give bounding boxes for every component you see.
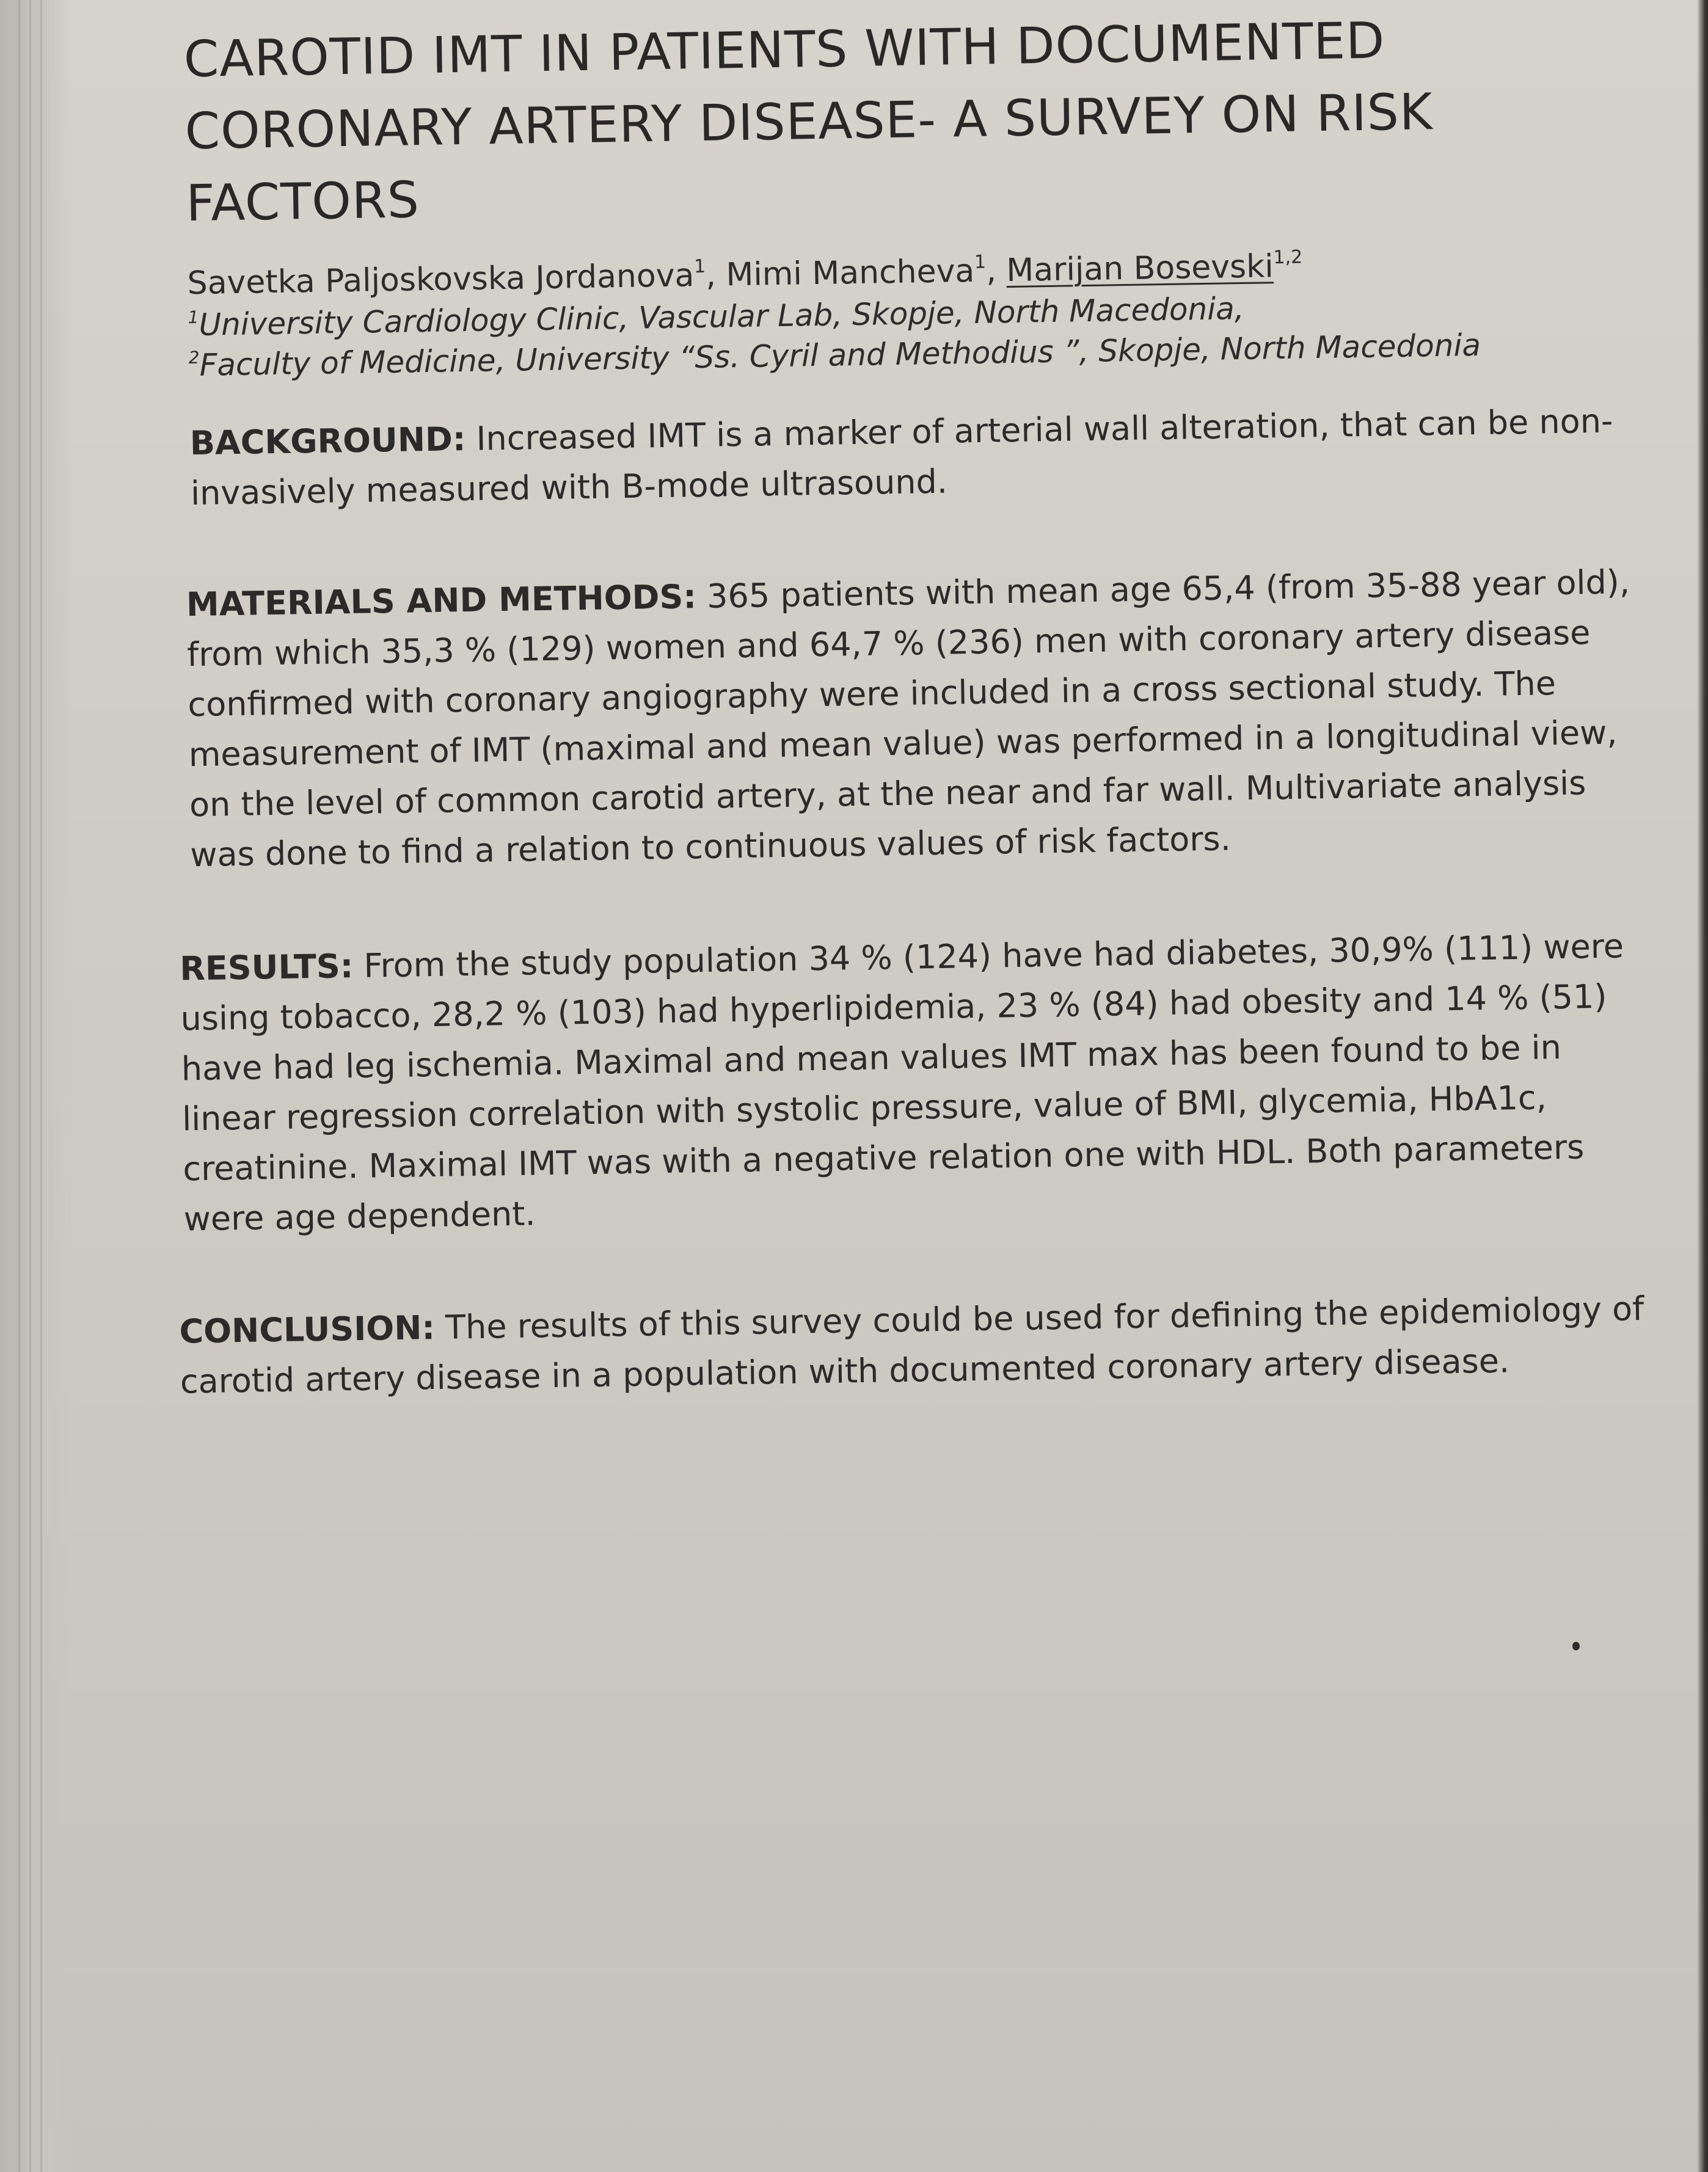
abstract-title: CAROTID IMT IN PATIENTS WITH DOCUMENTED CORONARY ARTERY DISEASE- A SURVEY ON RISK FACTORS xyxy=(183,12,1434,233)
section-label: BACKGROUND: xyxy=(189,420,466,463)
affiliation-text: Faculty of Medicine, University “Ss. Cyril and Methodius ”, Skopje, North Macedonia xyxy=(199,327,1481,383)
section-text: The results of this survey could be used for defining the epidemiology of carotid artery disease in a population with documented coronary artery disease. xyxy=(180,1289,1644,1401)
binding-line xyxy=(18,0,20,2172)
conclusion-section xyxy=(179,1284,1646,1407)
section-text: From the study population 34 % (124) have had diabetes, 30,9% (111) were using tobacco, 28,2 % (103) had hyperlipidemia, 23 % (84) had obesity and 14 % (51) have had leg ischemia. Maximal and mean values IMT max has been found to be in linear regression correlation with systolic pressure, value of BMI, glycemia, HbA1c, creatinine. Maximal IMT was with a negative relation one with HDL. Both parameters were age dependent. xyxy=(180,927,1624,1239)
binding-line xyxy=(40,0,42,2172)
page-right-edge xyxy=(1697,0,1708,2172)
section-text: Increased IMT is a marker of arterial wall alteration, that can be non-invasively measured with B-mode ultrasound. xyxy=(190,401,1613,513)
author-name: Mimi Mancheva xyxy=(725,252,975,294)
abstract-content xyxy=(153,1,1677,1440)
section-label: CONCLUSION: xyxy=(179,1308,436,1351)
affiliation-mark: 2 xyxy=(188,347,200,368)
author-name: Savetka Paljoskovska Jordanova xyxy=(187,257,695,302)
author-affiliation-mark: 1 xyxy=(693,255,706,278)
section-label: RESULTS: xyxy=(179,947,354,988)
section-text: 365 patients with mean age 65,4 (from 35-88 year old), from which 35,3 % (129) women and 64,7 % (236) men with coronary artery disease confirmed with coronary angiography were included in a cross sectional study. The measurement of IMT (maximal and mean value) was performed in a longitudinal view, on the level of common carotid artery, at the near and far wall. Multivariate analysis was done to find a relation to continuous values of risk factors. xyxy=(186,563,1630,875)
page-binding-shadow xyxy=(0,0,73,2172)
author-affiliation-mark: 1 xyxy=(974,251,987,273)
affiliation-mark: 1 xyxy=(188,307,199,328)
background-section xyxy=(189,395,1657,519)
paper-speck xyxy=(1572,1642,1580,1650)
author-affiliation-mark: 1,2 xyxy=(1273,246,1303,269)
section-label: MATERIALS AND METHODS: xyxy=(186,577,697,624)
results-section xyxy=(180,921,1650,1245)
binding-line xyxy=(29,0,31,2172)
author-line: Savetka Paljoskovska Jordanova$^1$, Mimi Mancheva$^1$, Marijan Bosevski$^{1,2}$ xyxy=(187,246,1303,302)
affiliation-text: University Cardiology Clinic, Vascular Lab, Skopje, North Macedonia, xyxy=(199,290,1245,343)
methods-section xyxy=(186,557,1656,881)
presenting-author-name: Marijan Bosevski xyxy=(1005,248,1274,290)
